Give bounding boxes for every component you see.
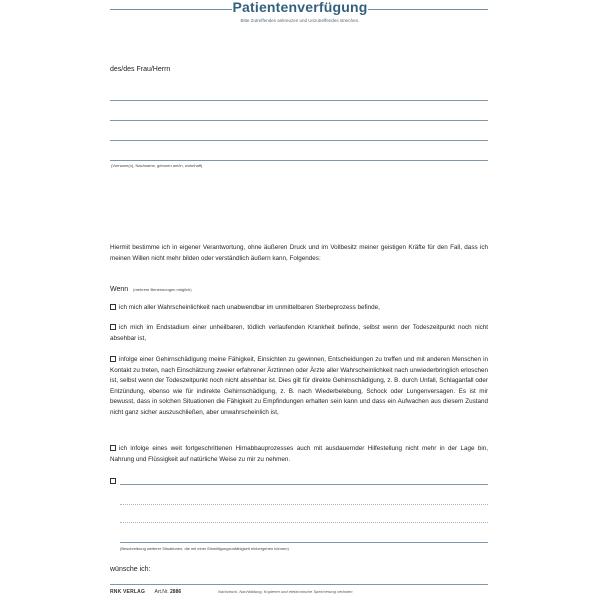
title-rule-left bbox=[110, 9, 232, 10]
person-line-1[interactable] bbox=[110, 100, 488, 101]
page-title: Patientenverfügung bbox=[232, 0, 368, 15]
title-rule-right bbox=[368, 9, 488, 10]
person-line-3[interactable] bbox=[110, 140, 488, 141]
footer-note: Nachdruck, Nachbildung, Kopieren und elektronische Speicherung verboten bbox=[218, 589, 353, 594]
other-caption: (Beschreibung weiterer Situationen, die mit einer Einwilligungsunfähigkeit einhergehen können) bbox=[120, 546, 289, 551]
situation-item-1[interactable] bbox=[110, 303, 488, 314]
situations-heading bbox=[110, 286, 192, 293]
person-caption: (Vorname(n), Nachname, geboren am/in, wohnhaft) bbox=[111, 163, 203, 168]
checkbox-other[interactable] bbox=[110, 478, 116, 484]
other-line-1[interactable] bbox=[120, 484, 488, 485]
checkbox[interactable] bbox=[110, 324, 116, 330]
situation-item-text: ich infolge eines weit fortgeschrittenen Hirnabbauprozesses auch mit ausdauernder Hilfestellung nicht mehr in der Lage bin, Nahrung und Flüssigkeit auf natürliche Weise zu mir zu nehmen. bbox=[110, 445, 488, 463]
situation-item-4[interactable] bbox=[110, 444, 488, 465]
wishes-label: wünsche ich: bbox=[110, 566, 151, 573]
page-subtitle: Bitte Zutreffendes ankreuzen und Unzutreffendes streichen. bbox=[240, 18, 360, 23]
footer-article bbox=[154, 589, 181, 595]
situation-item-2[interactable] bbox=[110, 323, 488, 344]
person-label: des/des Frau/Herrn bbox=[110, 66, 171, 73]
checkbox[interactable] bbox=[110, 356, 116, 362]
footer-article-number: 2886 bbox=[170, 589, 182, 595]
wishes-line[interactable] bbox=[110, 584, 488, 585]
checkbox[interactable] bbox=[110, 445, 116, 451]
person-line-4[interactable] bbox=[110, 160, 488, 161]
other-line-4[interactable] bbox=[120, 542, 488, 543]
checkbox[interactable] bbox=[110, 304, 116, 310]
footer-brand: RNK VERLAG bbox=[110, 589, 146, 595]
intro-paragraph: Hiermit bestimme ich in eigener Verantwortung, ohne äußeren Druck und im Vollbesitz meiner geistigen Kräfte für den Fall, dass ich meinen Willen nicht mehr bilden oder verständlich äußern kann, Folgendes: bbox=[110, 244, 488, 262]
other-line-2[interactable] bbox=[120, 504, 488, 505]
footer-article-label: Art.Nr. bbox=[154, 589, 169, 595]
situation-item-3[interactable] bbox=[110, 355, 488, 419]
situation-item-text: infolge einer Gehirnschädigung meine Fähigkeit, Einsichten zu gewinnen, Entscheidungen zu treffen und mit anderen Menschen in Kontakt zu treten, nach Einschätzung zweier erfahrener Ärztinnen oder Ärzte aller Wahrscheinlichkeit nach unwiederbringlich erloschen ist, selbst wenn der Todeszeitpunkt noch nicht absehbar ist. Dies gilt für direkte Gehirnschädigung, z. B. durch Unfall, Schlaganfall oder Entzündung, ebenso wie für indirekte Gehirnschädigung, z. B. nach Wiederbelebung, Schock oder Lungenversagen. Es ist mir bewusst, dass in solchen Situationen die Fähigkeit zu Empfindungen erhalten sein kann und dass ein Aufwachen aus diesem Zustand nicht ganz sicher auszuschließen, aber unwahrscheinlich ist, bbox=[110, 356, 488, 416]
situations-heading-note: (mehrere Benennungen möglich) bbox=[133, 287, 192, 292]
person-line-2[interactable] bbox=[110, 120, 488, 121]
situations-heading-text: Wenn bbox=[110, 286, 129, 293]
footer bbox=[110, 589, 488, 595]
situation-item-text: ich mich im Endstadium einer unheilbaren, tödlich verlaufenden Krankheit befinde, selbst wenn der Todeszeitpunkt noch nicht absehbar ist, bbox=[110, 324, 488, 342]
other-line-3[interactable] bbox=[120, 522, 488, 523]
situation-item-text: ich mich aller Wahrscheinlichkeit nach unabwendbar im unmittelbaren Sterbeprozess befinde, bbox=[119, 304, 380, 311]
